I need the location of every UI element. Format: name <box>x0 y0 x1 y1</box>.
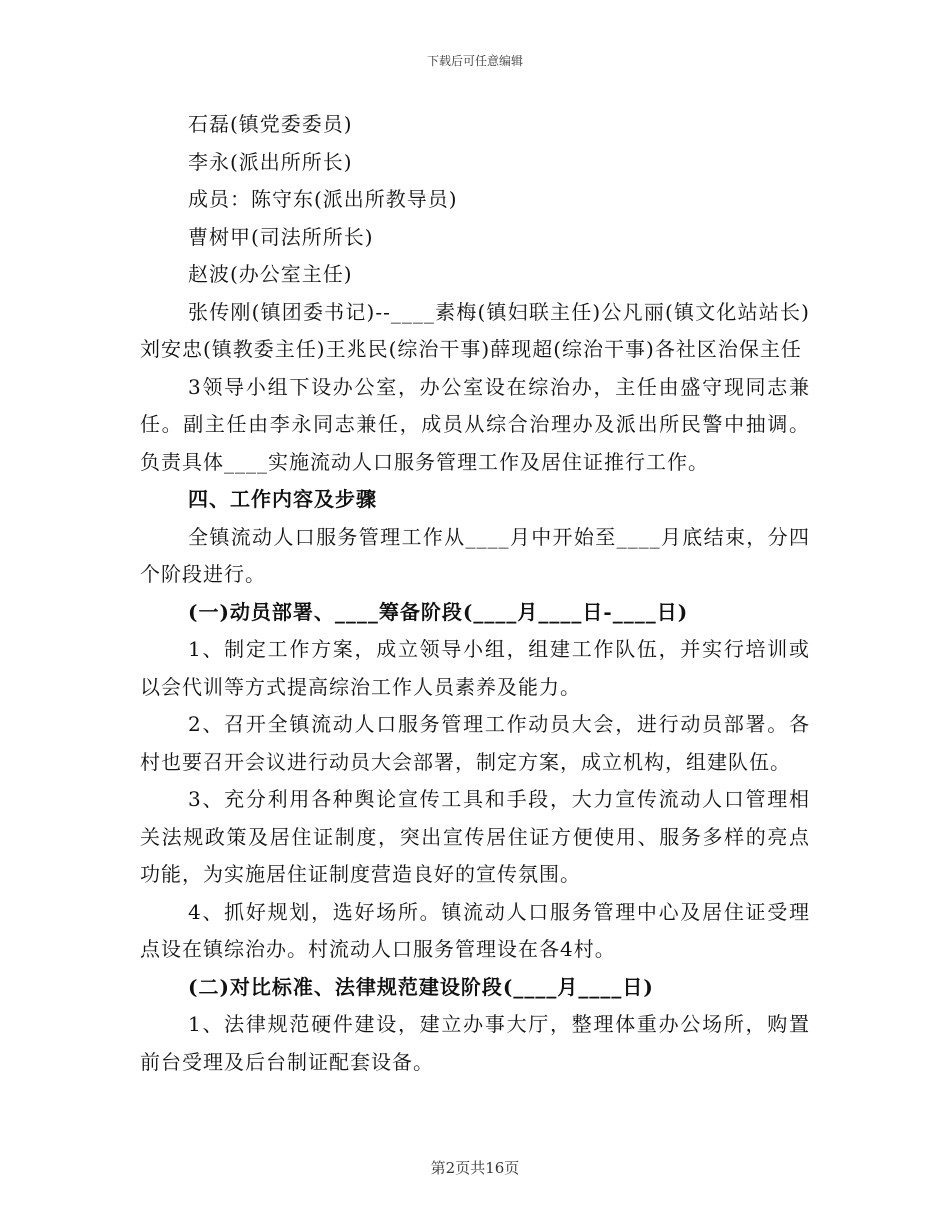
paragraph: 3、充分利用各种舆论宣传工具和手段，大力宣传流动人口管理相关法规政策及居住证制度，突出宣传居住证方便使用、服务多样的亮点功能，为实施居住证制度营造良好的宣传氛围。 <box>140 787 810 886</box>
paragraph: 3领导小组下设办公室，办公室设在综治办，主任由盛守现同志兼任。副主任由李永同志兼任，成员从综合治理办及派出所民警中抽调。负责具体____实施流动人口服务管理工作及居住证推行工作。 <box>140 374 810 474</box>
paragraph: 2、召开全镇流动人口服务管理工作动员大会，进行动员部署。各村也要召开会议进行动员大会部署，制定方案，成立机构，组建队伍。 <box>140 712 810 774</box>
paragraph: 1、制定工作方案，成立领导小组，组建工作队伍，并实行培训或以会代训等方式提高综治工作人员素养及能力。 <box>140 637 810 699</box>
paragraph: 曹树甲(司法所所长) <box>188 224 374 249</box>
paragraph: 张传刚(镇团委书记)--____素梅(镇妇联主任)公凡丽(镇文化站站长)刘安忠(镇教委主任)王兆民(综治干事)薛现超(综治干事)各社区治保主任 <box>140 299 810 361</box>
paragraph: 石磊(镇党委委员) <box>188 112 353 136</box>
page-header: 下载后可任意编辑 <box>426 54 523 68</box>
subsection-heading: (一)动员部署、____筹备阶段(____月____日-____日) <box>188 599 689 624</box>
document-body <box>140 106 810 1081</box>
paragraph: 赵波(办公室主任) <box>188 262 353 286</box>
paragraph: 4、抓好规划，选好场所。镇流动人口服务管理中心及居住证受理点设在镇综治办。村流动人口服务管理设在各4村。 <box>140 899 810 961</box>
subsection-heading: (二)对比标准、法律规范建设阶段(____月____日) <box>188 974 654 999</box>
page-footer: 第2页共16页 <box>430 1159 520 1177</box>
paragraph: 成员：陈守东(派出所教导员) <box>188 187 458 211</box>
paragraph: 全镇流动人口服务管理工作从____月中开始至____月底结束，分四个阶段进行。 <box>140 524 810 586</box>
paragraph: 1、法律规范硬件建设，建立办事大厅，整理体重办公场所，购置前台受理及后台制证配套设备。 <box>140 1012 810 1074</box>
paragraph: 李永(派出所所长) <box>188 149 353 174</box>
section-heading: 四、工作内容及步骤 <box>188 487 377 511</box>
